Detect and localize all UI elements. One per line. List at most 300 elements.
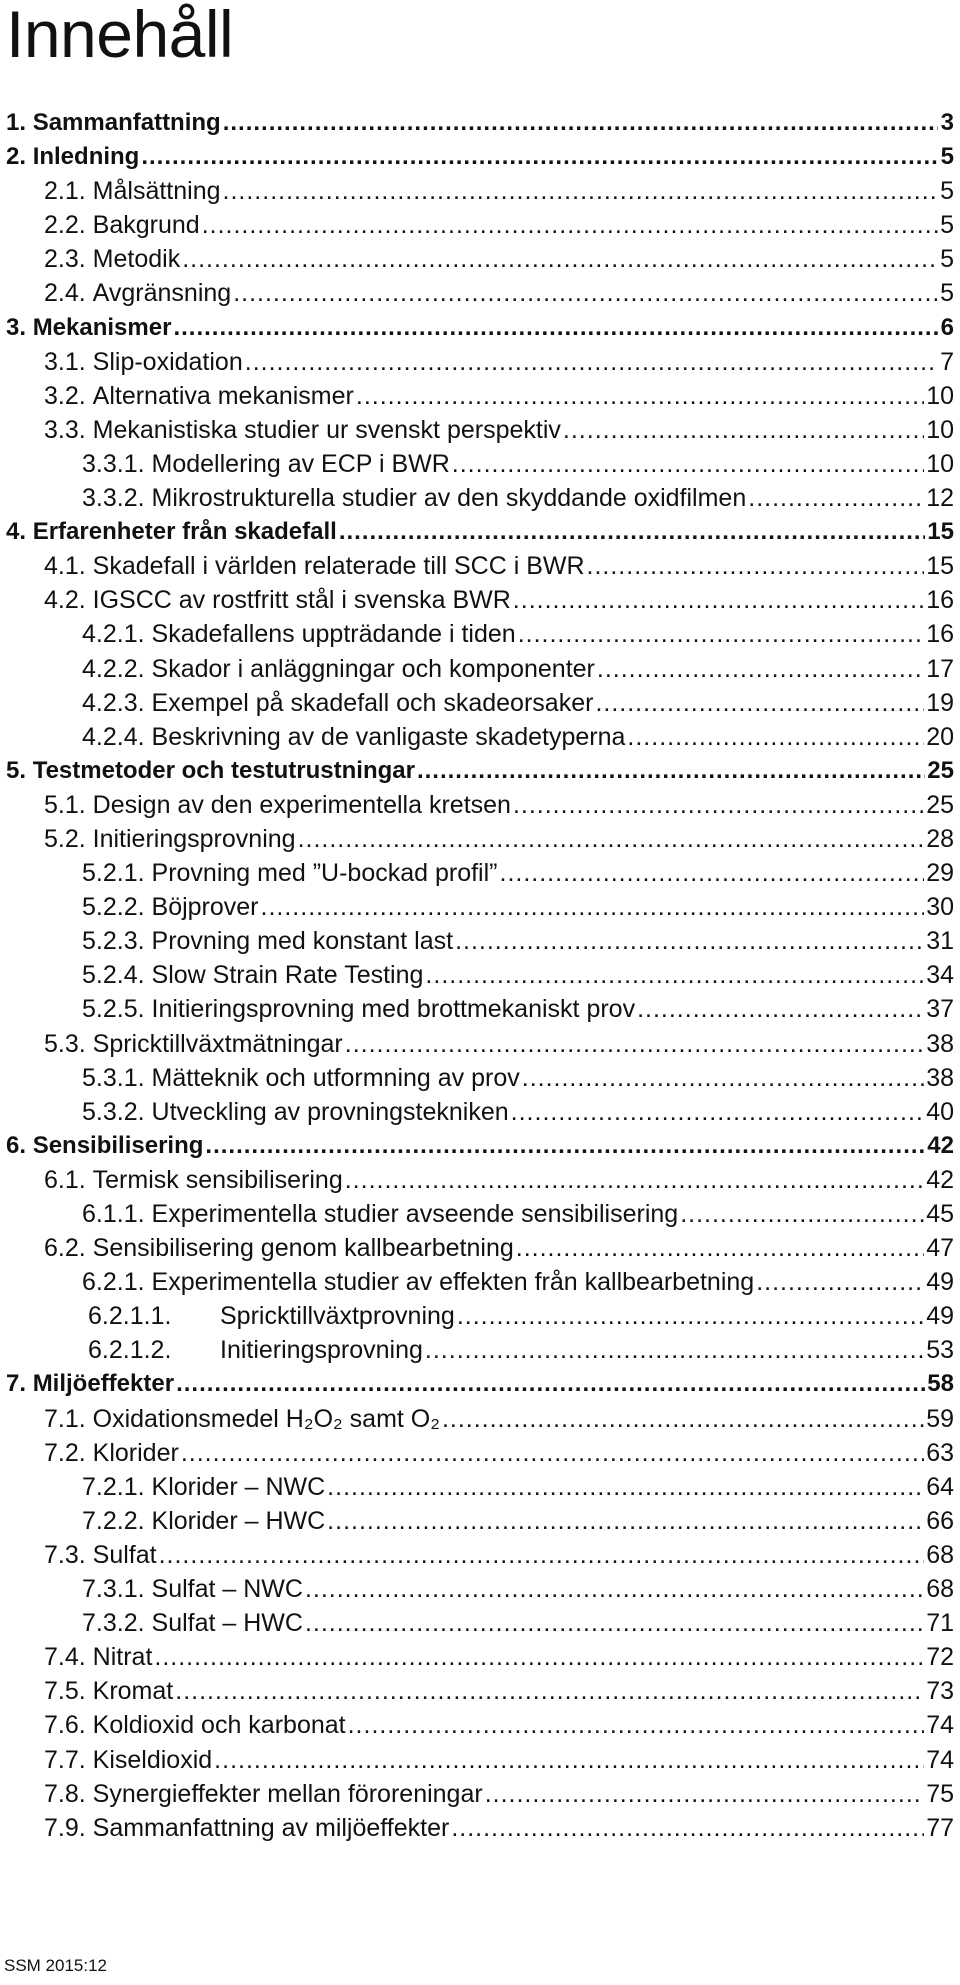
toc-entry-spacer (26, 1367, 33, 1401)
toc-entry-number: 6.2.1.1. (88, 1302, 172, 1331)
toc-entry-page: 15 (926, 552, 954, 581)
toc-entry-page: 53 (926, 1336, 954, 1365)
toc-entry-spacer (145, 652, 152, 686)
toc-entry-number: 5.2.1. (82, 859, 145, 888)
toc-entry-number: 7.3.2. (82, 1609, 145, 1638)
toc-entry-number: 7.3. (44, 1540, 86, 1569)
toc-entry-page: 15 (927, 518, 954, 546)
toc-entry-title: Modellering av ECP i BWR (151, 449, 450, 478)
toc-entry-title: Bakgrund (92, 211, 200, 240)
toc-entry[interactable] (6, 1163, 954, 1197)
toc-entry-number: 4.2. (44, 586, 86, 615)
toc-entry[interactable] (6, 1333, 954, 1367)
toc-entry-spacer (26, 106, 33, 140)
toc-entry-spacer (26, 311, 33, 345)
toc-entry[interactable] (6, 413, 954, 447)
toc-entry[interactable] (6, 788, 954, 822)
toc-entry-number: 4. (6, 518, 27, 546)
toc-dot-leader (141, 140, 938, 174)
toc-entry-number: 7. (6, 1370, 27, 1398)
toc-entry[interactable] (6, 481, 954, 515)
toc-dot-leader (452, 447, 924, 481)
toc-entry-page: 3 (940, 109, 954, 136)
toc-entry-spacer (86, 822, 93, 856)
toc-entry-title: Termisk sensibilisering (92, 1165, 343, 1194)
toc-entry-title: Mekanismer (32, 313, 172, 341)
toc-entry-spacer (86, 1231, 93, 1265)
toc-entry-number: 7.2. (44, 1438, 86, 1467)
toc-entry-spacer (86, 549, 93, 583)
toc-dot-leader (245, 345, 938, 379)
toc-entry-number: 7.5. (44, 1677, 86, 1706)
toc-entry-number: 2. (6, 143, 27, 171)
toc-entry-title: Klorider (92, 1438, 179, 1467)
toc-entry-spacer (145, 1095, 152, 1129)
toc-entry[interactable] (6, 1027, 954, 1061)
toc-entry[interactable] (6, 345, 954, 379)
toc-entry-number: 4.2.4. (82, 722, 145, 751)
toc-entry-title: Spricktillväxtmätningar (92, 1029, 343, 1058)
toc-entry-page: 63 (926, 1438, 954, 1467)
toc-dot-leader (516, 1231, 924, 1265)
toc-entry-number: 2.2. (44, 211, 86, 240)
toc-entry-title: Slow Strain Rate Testing (151, 961, 424, 990)
toc-entry-title: Sensibilisering genom kallbearbetning (92, 1234, 514, 1263)
toc-entry[interactable] (6, 549, 954, 583)
toc-entry-title: Mikrostrukturella studier av den skyddande oxidfilmen (151, 484, 747, 513)
toc-entry-page: 40 (926, 1097, 954, 1126)
toc-entry-title: Provning med ”U-bockad profil” (151, 859, 498, 888)
toc-entry-page: 37 (926, 995, 954, 1024)
toc-entry-title: Initieringsprovning (92, 824, 296, 853)
toc-entry-page: 5 (940, 143, 954, 171)
toc-entry-number: 5.3. (44, 1029, 86, 1058)
toc-entry-spacer (86, 1811, 93, 1845)
toc-dot-leader (181, 1436, 924, 1470)
toc-dot-leader (223, 106, 938, 140)
toc-entry-title: Utveckling av provningstekniken (151, 1097, 509, 1126)
toc-entry-spacer (86, 1538, 93, 1572)
toc-entry-number: 7.2.1. (82, 1472, 145, 1501)
toc-entry-page: 25 (926, 790, 954, 819)
toc-entry-number: 3.2. (44, 381, 86, 410)
toc-entry-page: 68 (926, 1540, 954, 1569)
toc-dot-leader (176, 1367, 925, 1401)
toc-entry-spacer (145, 992, 152, 1026)
toc-entry-spacer (145, 1061, 152, 1095)
toc-dot-leader (233, 276, 938, 310)
toc-entry-page: 49 (926, 1302, 954, 1331)
toc-entry-page: 64 (926, 1472, 954, 1501)
toc-entry-spacer (86, 1708, 93, 1742)
toc-entry-spacer (145, 481, 152, 515)
toc-entry[interactable] (6, 822, 954, 856)
toc-dot-leader (305, 1606, 924, 1640)
toc-entry-spacer (145, 720, 152, 754)
toc-entry-spacer (26, 754, 33, 788)
toc-entry-spacer (26, 515, 33, 549)
toc-dot-leader (455, 924, 924, 958)
toc-entry-number: 7.8. (44, 1779, 86, 1808)
toc-entry[interactable] (6, 311, 954, 345)
toc-entry-page: 10 (926, 381, 954, 410)
toc-dot-leader (680, 1197, 924, 1231)
toc-entry-title: Alternativa mekanismer (92, 381, 354, 410)
toc-entry[interactable] (6, 1538, 954, 1572)
toc-entry[interactable] (6, 1708, 954, 1742)
toc-entry-spacer (86, 788, 93, 822)
toc-dot-leader (485, 1777, 925, 1811)
toc-dot-leader (522, 1061, 924, 1095)
toc-entry-title: Experimentella studier av effekten från kallbearbetning (151, 1268, 755, 1297)
toc-entry-title: Inledning (32, 143, 140, 171)
toc-entry-page: 72 (926, 1643, 954, 1672)
toc-entry-spacer (86, 1027, 93, 1061)
toc-entry-page: 25 (927, 756, 954, 784)
toc-entry-number: 3.3.1. (82, 449, 145, 478)
toc-entry-number: 3.1. (44, 347, 86, 376)
toc-entry[interactable] (6, 856, 954, 890)
toc-entry[interactable] (6, 276, 954, 310)
toc-entry-number: 2.4. (44, 279, 86, 308)
toc-entry-title: Sulfat – NWC (151, 1575, 303, 1604)
toc-dot-leader (513, 583, 924, 617)
toc-entry-page: 49 (926, 1268, 954, 1297)
toc-entry-page: 38 (926, 1063, 954, 1092)
toc-entry-number: 2.1. (44, 177, 86, 206)
toc-entry[interactable] (6, 686, 954, 720)
toc-entry-spacer (145, 1504, 152, 1538)
toc-entry[interactable] (6, 924, 954, 958)
toc-dot-leader (518, 617, 925, 651)
toc-entry-title: Spricktillväxtprovning (220, 1302, 455, 1331)
toc-entry-spacer (86, 276, 93, 310)
table-of-contents (6, 106, 954, 1845)
toc-entry-page: 17 (926, 654, 954, 683)
toc-entry-number: 6.2.1. (82, 1268, 145, 1297)
toc-dot-leader (348, 1708, 925, 1742)
toc-entry-spacer (145, 686, 152, 720)
toc-entry-title: Kromat (92, 1677, 174, 1706)
toc-entry-number: 3. (6, 313, 27, 341)
toc-entry-spacer (86, 1163, 93, 1197)
toc-entry-spacer (86, 174, 93, 208)
toc-dot-leader (425, 1333, 924, 1367)
toc-entry[interactable] (6, 379, 954, 413)
toc-entry-page: 58 (927, 1370, 954, 1398)
toc-entry-spacer (145, 890, 152, 924)
footer-document-id: SSM 2015:12 (4, 1956, 108, 1975)
toc-dot-leader (756, 1265, 924, 1299)
toc-dot-leader (425, 958, 924, 992)
toc-entry[interactable] (6, 1367, 954, 1401)
toc-entry-number: 5.2.4. (82, 961, 145, 990)
toc-entry-number: 5.2. (44, 824, 86, 853)
toc-entry-spacer (86, 1674, 93, 1708)
toc-entry-title: Nitrat (92, 1643, 153, 1672)
toc-entry[interactable] (6, 1640, 954, 1674)
toc-entry[interactable] (6, 583, 954, 617)
toc-entry[interactable] (6, 1606, 954, 1640)
toc-entry-page: 19 (926, 688, 954, 717)
toc-entry-spacer (86, 208, 93, 242)
toc-entry-number: 7.9. (44, 1813, 86, 1842)
toc-dot-leader (159, 1538, 925, 1572)
toc-entry-spacer (86, 1436, 93, 1470)
toc-entry-page: 73 (926, 1677, 954, 1706)
toc-dot-leader (175, 1674, 924, 1708)
toc-entry-page: 5 (940, 177, 954, 206)
toc-entry-page: 75 (926, 1779, 954, 1808)
toc-entry-title: Mekanistiska studier ur svenskt perspektiv (92, 415, 561, 444)
toc-entry-number: 6. (6, 1131, 27, 1159)
toc-dot-leader (627, 720, 924, 754)
toc-dot-leader (339, 515, 925, 549)
toc-dot-leader (205, 1129, 925, 1163)
toc-entry-title: Experimentella studier avseende sensibilisering (151, 1200, 679, 1228)
toc-entry[interactable] (6, 890, 954, 924)
toc-entry-number: 5.1. (44, 790, 86, 819)
toc-entry-title: Sammanfattning av miljöeffekter (92, 1813, 450, 1842)
toc-entry-number: 3.3. (44, 415, 86, 444)
toc-entry-title: Skadefallens uppträdande i tiden (151, 620, 516, 649)
toc-entry-spacer (86, 379, 93, 413)
toc-entry-spacer (86, 1743, 93, 1777)
toc-entry[interactable] (6, 1572, 954, 1606)
toc-dot-leader (298, 822, 925, 856)
toc-entry-title: Sulfat – HWC (151, 1609, 303, 1638)
toc-dot-leader (154, 1640, 924, 1674)
toc-entry-title: Beskrivning av de vanligaste skadetyperna (151, 722, 626, 751)
toc-entry-page: 16 (926, 620, 954, 649)
toc-entry-spacer (145, 447, 152, 481)
toc-entry-spacer (86, 345, 93, 379)
toc-entry-title: Avgränsning (92, 279, 232, 308)
toc-entry-spacer (86, 242, 93, 276)
toc-entry-title: Kiseldioxid (92, 1745, 213, 1774)
toc-entry-number: 7.6. (44, 1711, 86, 1740)
toc-entry-page: 5 (940, 245, 954, 274)
toc-entry-title: Målsättning (92, 177, 221, 206)
toc-entry-page: 42 (926, 1165, 954, 1194)
toc-entry-page: 10 (926, 449, 954, 478)
toc-entry-spacer (145, 856, 152, 890)
toc-entry-page: 12 (926, 484, 954, 513)
toc-dot-leader (597, 652, 924, 686)
toc-entry[interactable] (6, 754, 954, 788)
toc-entry-title: Oxidationsmedel H₂O₂ samt O₂ (92, 1404, 440, 1433)
toc-entry[interactable] (6, 1129, 954, 1163)
toc-entry-number: 4.2.2. (82, 654, 145, 683)
toc-entry-title: Design av den experimentella kretsen (92, 790, 511, 819)
toc-entry[interactable] (6, 1095, 954, 1129)
toc-entry-page: 38 (926, 1029, 954, 1058)
toc-entry[interactable] (6, 106, 954, 140)
toc-entry-page: 28 (926, 824, 954, 853)
toc-entry-title: Miljöeffekter (32, 1370, 175, 1398)
toc-entry-title: Slip-oxidation (92, 347, 243, 376)
toc-entry[interactable] (6, 174, 954, 208)
toc-entry-number: 4.2.1. (82, 620, 145, 649)
toc-entry-page: 74 (926, 1711, 954, 1740)
toc-entry-spacer (145, 1470, 152, 1504)
toc-dot-leader (511, 1095, 925, 1129)
toc-entry[interactable] (6, 1470, 954, 1504)
toc-entry-spacer (86, 413, 93, 447)
toc-entry-title: Provning med konstant last (151, 927, 454, 956)
toc-entry-title: Koldioxid och karbonat (92, 1711, 346, 1740)
toc-dot-leader (417, 754, 925, 788)
toc-entry[interactable] (6, 1436, 954, 1470)
toc-entry-title: Synergieffekter mellan föroreningar (92, 1779, 483, 1808)
toc-entry[interactable] (6, 1299, 954, 1333)
toc-entry-page: 59 (926, 1404, 954, 1433)
toc-dot-leader (202, 208, 938, 242)
toc-dot-leader (356, 379, 924, 413)
toc-entry-number: 4.1. (44, 552, 86, 581)
toc-entry[interactable] (6, 1265, 954, 1299)
page-title: Innehåll (6, 0, 234, 71)
toc-entry-number: 6.2.1.2. (88, 1336, 172, 1365)
toc-entry-title: Initieringsprovning med brottmekaniskt prov (151, 995, 636, 1024)
toc-entry-title: Testmetoder och testutrustningar (32, 756, 415, 784)
toc-entry[interactable] (6, 720, 954, 754)
toc-entry-spacer (86, 1640, 93, 1674)
toc-entry-page: 30 (926, 893, 954, 922)
toc-entry-title: Klorider – HWC (151, 1506, 326, 1535)
toc-dot-leader (748, 481, 924, 515)
toc-dot-leader (327, 1504, 924, 1538)
toc-entry[interactable] (6, 1743, 954, 1777)
toc-entry-number: 6.1.1. (82, 1200, 145, 1228)
toc-entry[interactable] (6, 1777, 954, 1811)
toc-dot-leader (173, 311, 938, 345)
toc-entry-title: Sammanfattning (32, 109, 221, 136)
toc-entry-spacer (145, 1572, 152, 1606)
toc-entry-title: Erfarenheter från skadefall (32, 518, 337, 546)
toc-dot-leader (587, 549, 925, 583)
toc-entry-page: 71 (926, 1609, 954, 1638)
toc-entry[interactable] (6, 515, 954, 549)
toc-entry-spacer (145, 617, 152, 651)
toc-dot-leader (637, 992, 924, 1026)
toc-entry-spacer (145, 1265, 152, 1299)
toc-entry[interactable] (6, 617, 954, 651)
toc-dot-leader (214, 1743, 924, 1777)
toc-entry[interactable] (6, 208, 954, 242)
toc-dot-leader (327, 1470, 924, 1504)
toc-entry-title: Metodik (92, 245, 181, 274)
toc-entry-number: 5.3.2. (82, 1097, 145, 1126)
toc-entry-number: 7.7. (44, 1745, 86, 1774)
toc-entry-title: IGSCC av rostfritt stål i svenska BWR (92, 586, 511, 615)
toc-entry-page: 34 (926, 961, 954, 990)
toc-entry-spacer (145, 1197, 152, 1231)
toc-entry-page: 7 (940, 347, 954, 376)
toc-entry-spacer (145, 1606, 152, 1640)
toc-entry[interactable] (6, 1811, 954, 1845)
toc-dot-leader (457, 1299, 924, 1333)
toc-entry-number: 1. (6, 109, 27, 136)
toc-entry-spacer (145, 924, 152, 958)
toc-dot-leader (442, 1402, 924, 1436)
toc-entry[interactable] (6, 1674, 954, 1708)
toc-entry-title: Böjprover (151, 893, 259, 922)
toc-entry-title: Sensibilisering (32, 1131, 204, 1159)
toc-entry[interactable] (6, 447, 954, 481)
toc-dot-leader (500, 856, 925, 890)
toc-entry-page: 47 (926, 1234, 954, 1263)
toc-entry-title: Mätteknik och utformning av prov (151, 1063, 520, 1092)
toc-entry-number: 7.1. (44, 1404, 86, 1433)
toc-entry-spacer (26, 140, 33, 174)
toc-entry[interactable] (6, 958, 954, 992)
toc-entry-page: 20 (926, 722, 954, 751)
toc-entry-page: 5 (940, 279, 954, 308)
toc-entry-page: 77 (926, 1813, 954, 1842)
toc-entry-number: 5. (6, 756, 27, 784)
toc-entry-number: 4.2.3. (82, 688, 145, 717)
toc-entry-page: 6 (940, 313, 954, 341)
toc-entry-title: Skador i anläggningar och komponenter (151, 654, 595, 683)
toc-entry-number: 5.3.1. (82, 1063, 145, 1092)
toc-dot-leader (345, 1027, 924, 1061)
toc-entry-number: 6.2. (44, 1234, 86, 1263)
toc-entry-title: Initieringsprovning (220, 1336, 423, 1365)
toc-entry-title: Sulfat (92, 1540, 157, 1569)
toc-entry-spacer (145, 958, 152, 992)
toc-entry-title: Skadefall i världen relaterade till SCC i BWR (92, 552, 585, 581)
toc-entry[interactable] (6, 1197, 954, 1231)
toc-entry-page: 42 (927, 1131, 954, 1159)
toc-entry-spacer (86, 583, 93, 617)
toc-dot-leader (345, 1163, 924, 1197)
toc-entry-page: 31 (926, 927, 954, 956)
toc-entry-page: 5 (940, 211, 954, 240)
toc-entry-title: Exempel på skadefall och skadeorsaker (151, 688, 594, 717)
toc-entry-page: 29 (926, 859, 954, 888)
toc-dot-leader (223, 174, 938, 208)
toc-entry[interactable] (6, 140, 954, 174)
toc-dot-leader (563, 413, 924, 447)
toc-entry-spacer (26, 1129, 33, 1163)
toc-dot-leader (451, 1811, 924, 1845)
toc-dot-leader (182, 242, 938, 276)
toc-entry-title: Klorider – NWC (151, 1472, 326, 1501)
toc-entry-page: 74 (926, 1745, 954, 1774)
toc-entry[interactable] (6, 1061, 954, 1095)
toc-entry[interactable] (6, 652, 954, 686)
toc-entry-number: 3.3.2. (82, 484, 145, 513)
toc-entry-number: 6.1. (44, 1165, 86, 1194)
toc-dot-leader (513, 788, 924, 822)
toc-dot-leader (261, 890, 925, 924)
toc-entry-number: 7.2.2. (82, 1506, 145, 1535)
toc-entry-number: 5.2.5. (82, 995, 145, 1024)
toc-entry-number: 5.2.2. (82, 893, 145, 922)
toc-entry-number: 7.3.1. (82, 1575, 145, 1604)
toc-entry[interactable] (6, 1504, 954, 1538)
toc-entry-number: 2.3. (44, 245, 86, 274)
toc-entry-page: 16 (926, 586, 954, 615)
toc-entry[interactable] (6, 242, 954, 276)
toc-entry[interactable] (6, 1231, 954, 1265)
toc-entry-spacer (86, 1402, 93, 1436)
toc-entry-page: 10 (926, 415, 954, 444)
toc-entry[interactable] (6, 1402, 954, 1436)
toc-entry[interactable] (6, 992, 954, 1026)
toc-dot-leader (595, 686, 924, 720)
